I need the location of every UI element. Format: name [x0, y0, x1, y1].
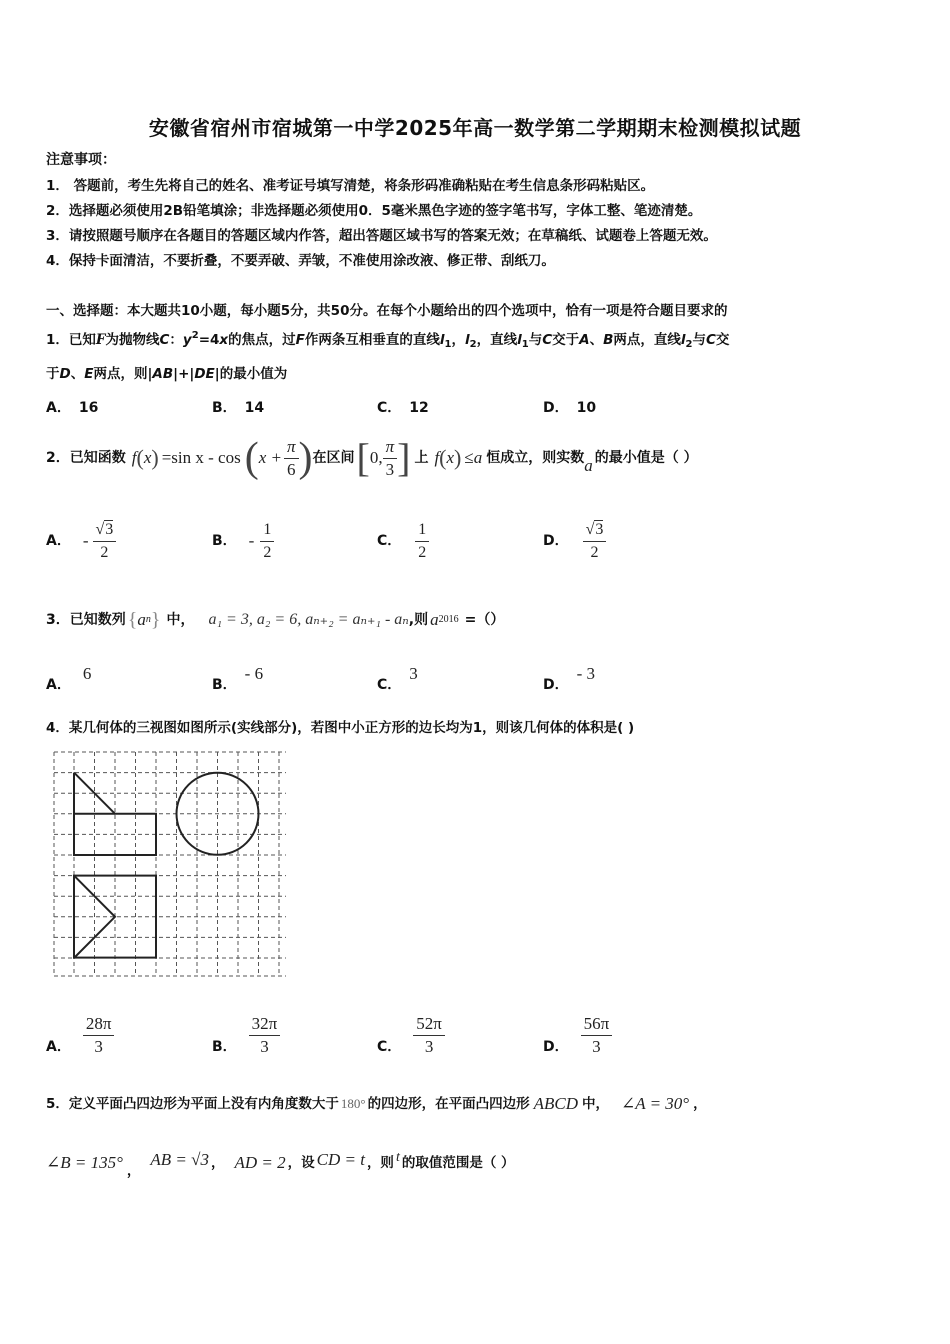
option-label: A． — [46, 533, 71, 549]
option-label: A． — [46, 1039, 71, 1055]
q1-var-x: x — [219, 332, 229, 348]
notice-item-1: 1． 答题前，考生先将自己的姓名、准考证号填写清楚，将条形码准确粘贴在考生信息条形码粘贴区。 — [46, 178, 655, 194]
q2-option-b[interactable] — [212, 516, 274, 566]
option-label: D． — [543, 677, 569, 693]
question-2: 2．已知函数 f ( x ) =sin x - cos ( x + $\frac{\pi}{6}$ ) 在区间 [ 0, $\frac{\pi}{3}$ ] 上 f ( x ) ≤ a 恒成立，则实数 a 的最小值是（ ） — [46, 435, 698, 481]
option-label: B． — [212, 677, 237, 693]
q2-option-d[interactable] — [543, 516, 606, 566]
q1-text: 的焦点，过 — [228, 332, 296, 348]
notice-item-4: 4．保持卡面清洁，不要折叠，不要弄破、弄皱，不准使用涂改液、修正带、刮纸刀。 — [46, 253, 555, 269]
question-5-line-1 — [46, 1092, 707, 1116]
q1-text: 与 — [528, 332, 543, 348]
q5-angle-b: ∠B = 135° — [46, 1153, 123, 1172]
option-label: C． — [377, 533, 402, 549]
q2-expression: =sin x - cos — [161, 448, 241, 467]
q5-text: 的四边形，在平面凸四边形 — [367, 1096, 530, 1112]
q2-fraction: $\frac{\pi}{3}$ — [383, 436, 398, 481]
q1-text: 与 — [692, 332, 706, 348]
option-value: 3 — [409, 664, 418, 683]
q1-var-E: E — [84, 366, 94, 382]
q2-fraction: $\frac{\pi}{6}$ — [284, 436, 299, 481]
q3-option-a[interactable] — [46, 664, 91, 694]
q5-angle-a: ∠A = 30° — [621, 1094, 690, 1113]
q2-var-x: x — [143, 448, 152, 467]
option-label: B． — [212, 1039, 237, 1055]
q1-option-b[interactable] — [212, 398, 264, 418]
q3-condition: a₁ = 3, a₂ = 6, aₙ₊₂ = aₙ₊₁ - aₙ — [208, 611, 409, 628]
q1-var-DE: DE — [194, 366, 215, 382]
q4-option-d[interactable] — [543, 1010, 612, 1060]
question-1-line-2 — [46, 364, 287, 384]
q5-cd: CD = t — [316, 1150, 365, 1169]
option-value: 10 — [576, 400, 597, 416]
q2-var-a: a — [473, 448, 483, 467]
q1-text: 于 — [46, 366, 60, 382]
q3-var-a: a — [430, 610, 439, 629]
question-1-line-1 — [46, 326, 729, 355]
q1-var-l: l — [517, 332, 522, 348]
q2-var-f: f — [131, 448, 137, 467]
option-label: B． — [212, 400, 237, 416]
q1-exponent: 2 — [191, 330, 199, 341]
q1-option-c[interactable] — [377, 398, 429, 418]
option-fraction: $\frac{52\pi}{3}$ — [413, 1013, 445, 1058]
q1-text: |+| — [173, 366, 195, 382]
option-fraction: $\frac{32\pi}{3}$ — [249, 1013, 281, 1058]
q3-subscript: 2016 — [438, 614, 459, 625]
q5-text: ，则 — [366, 1155, 394, 1171]
option-label: C． — [377, 400, 402, 416]
option-fraction: $\frac{√3}{2}$ — [583, 519, 607, 564]
q1-text: 作两条互相垂直的直线 — [304, 332, 440, 348]
q3-subscript: n — [145, 614, 151, 625]
option-label: C． — [377, 1039, 402, 1055]
option-label: C． — [377, 677, 402, 693]
q1-text: 两点，直线 — [613, 332, 681, 348]
question-3: 3．已知数列 { a n } 中， a₁ = 3, a₂ = 6, aₙ₊₂ = aₙ₊₁ - aₙ ,则 a 2016 =（） — [46, 609, 505, 631]
option-label: D． — [543, 1039, 569, 1055]
section-heading: 一、选择题：本大题共10小题，每小题5分，共50分。在每个小题给出的四个选项中，恰有一项是符合题目要求的 — [46, 303, 728, 319]
q1-text: 、 — [70, 366, 85, 382]
q5-text: ， — [210, 1155, 225, 1171]
notice-item-2: 2．选择题必须使用2B铅笔填涂；非选择题必须使用0．5毫米黑色字迹的签字笔书写，字体工整、笔迹清楚。 — [46, 203, 702, 219]
q3-option-b[interactable] — [212, 664, 263, 694]
notice-heading: 注意事项： — [46, 152, 116, 168]
solid-views — [74, 773, 259, 958]
q1-text: 1．已知 — [46, 332, 96, 348]
option-value: 12 — [409, 400, 429, 416]
q3-text: 中， — [166, 612, 195, 628]
q1-var-F: F — [295, 332, 305, 348]
q2-var-a: a — [584, 456, 593, 475]
q5-text: 的取值范围是（ ） — [401, 1155, 515, 1171]
option-value: 14 — [244, 400, 265, 416]
q2-expression: x + — [258, 448, 282, 467]
option-label: A． — [46, 677, 71, 693]
q1-text: ，直线 — [476, 332, 518, 348]
option-value: - 3 — [576, 664, 596, 683]
option-fraction: $\frac{28\pi}{3}$ — [83, 1013, 115, 1058]
option-value: - 6 — [244, 664, 264, 683]
q1-text: 交 — [715, 332, 730, 348]
q3-seq: a — [137, 610, 146, 629]
q5-ab: AB = √3 — [150, 1150, 209, 1169]
q1-subscript: 2 — [469, 339, 477, 350]
q5-quadrilateral: ABCD — [533, 1094, 578, 1113]
q1-var-C: C — [159, 332, 170, 348]
option-fraction: $\frac{1}{2}$ — [260, 519, 274, 564]
option-fraction: $\frac{56\pi}{3}$ — [581, 1013, 613, 1058]
q2-option-a[interactable] — [46, 516, 116, 566]
option-label: A． — [46, 400, 71, 416]
option-fraction: $\frac{1}{2}$ — [415, 519, 429, 564]
q1-subscript: 1 — [521, 339, 529, 350]
q2-text: 2．已知函数 — [46, 450, 126, 466]
q5-var-t: t — [395, 1150, 400, 1165]
q2-text: 的最小值是（ ） — [594, 450, 698, 466]
q1-text: 为抛物线 — [105, 332, 160, 348]
question-5-line-2 — [46, 1148, 515, 1178]
q3-text: ,则 — [408, 612, 429, 628]
q2-option-c[interactable] — [377, 516, 429, 566]
page-title: 安徽省宿州市宿城第一中学2025年高一数学第二学期期末检测模拟试题 — [148, 116, 802, 140]
q5-text: ，设 — [287, 1155, 315, 1171]
three-view-figure — [50, 748, 290, 980]
q1-var-F: F — [95, 332, 106, 348]
q3-option-c[interactable] — [377, 664, 418, 694]
q5-text: 中， — [582, 1096, 609, 1112]
q1-subscript: 2 — [685, 339, 693, 350]
option-label: D． — [543, 533, 569, 549]
q3-text: 3．已知数列 — [46, 612, 126, 628]
q2-text: 在区间 — [312, 450, 355, 466]
q5-text: ， — [693, 1096, 707, 1112]
q1-text: 两点，则| — [93, 366, 153, 382]
option-sign: - — [248, 531, 255, 550]
option-fraction: $\frac{√3}{2}$ — [93, 519, 117, 564]
q4-option-b[interactable] — [212, 1010, 280, 1060]
q1-var-D: D — [59, 366, 71, 382]
q1-text: |的最小值为 — [214, 366, 288, 382]
q1-var-C: C — [542, 332, 553, 348]
q4-option-a[interactable] — [46, 1010, 114, 1060]
q1-var-l: l — [439, 332, 445, 348]
option-value: 6 — [82, 664, 92, 683]
q1-var-y: y — [182, 332, 192, 348]
q1-option-a[interactable] — [46, 398, 98, 418]
q1-text: ， — [451, 332, 465, 348]
q2-text: 恒成立，则实数 — [486, 450, 585, 466]
q1-subscript: 1 — [444, 339, 452, 350]
q1-var-B: B — [603, 332, 614, 348]
q1-text: =4 — [198, 332, 220, 348]
q5-text: 5．定义平面凸四边形为平面上没有内角度数大于 — [46, 1096, 339, 1112]
q1-text: 、 — [589, 332, 604, 348]
q1-option-d[interactable] — [543, 398, 596, 418]
q5-degree: 180° — [340, 1096, 366, 1111]
option-sign: - — [82, 531, 89, 550]
notice-item-3: 3．请按照题号顺序在各题目的答题区域内作答，超出答题区域书写的答案无效；在草稿纸、试题卷上答题无效。 — [46, 228, 717, 244]
q1-var-l: l — [680, 332, 686, 348]
q2-var-x: x — [446, 448, 455, 467]
q4-option-c[interactable] — [377, 1010, 445, 1060]
q2-var-f: f — [434, 448, 440, 467]
q1-text: ： — [169, 332, 183, 348]
q5-ad: AD = 2 — [234, 1153, 286, 1172]
q3-text: =（） — [464, 612, 505, 628]
option-label: B． — [212, 533, 237, 549]
q1-var-AB: AB — [152, 366, 174, 382]
q2-interval: 0, — [369, 448, 383, 467]
q1-var-A: A — [579, 332, 590, 348]
q1-text: 交于 — [552, 332, 580, 348]
question-4: 4．某几何体的三视图如图所示(实线部分)，若图中小正方形的边长均为1，则该几何体的体积是( ) — [46, 720, 635, 736]
q5-text: ， — [126, 1163, 141, 1179]
q1-var-C: C — [705, 332, 716, 348]
q1-var-l: l — [464, 332, 470, 348]
option-label: D． — [543, 400, 569, 416]
q2-le: ≤ — [464, 448, 474, 467]
q3-option-d[interactable] — [543, 664, 595, 694]
option-value: 16 — [78, 400, 99, 416]
q2-text: 上 — [414, 450, 429, 466]
